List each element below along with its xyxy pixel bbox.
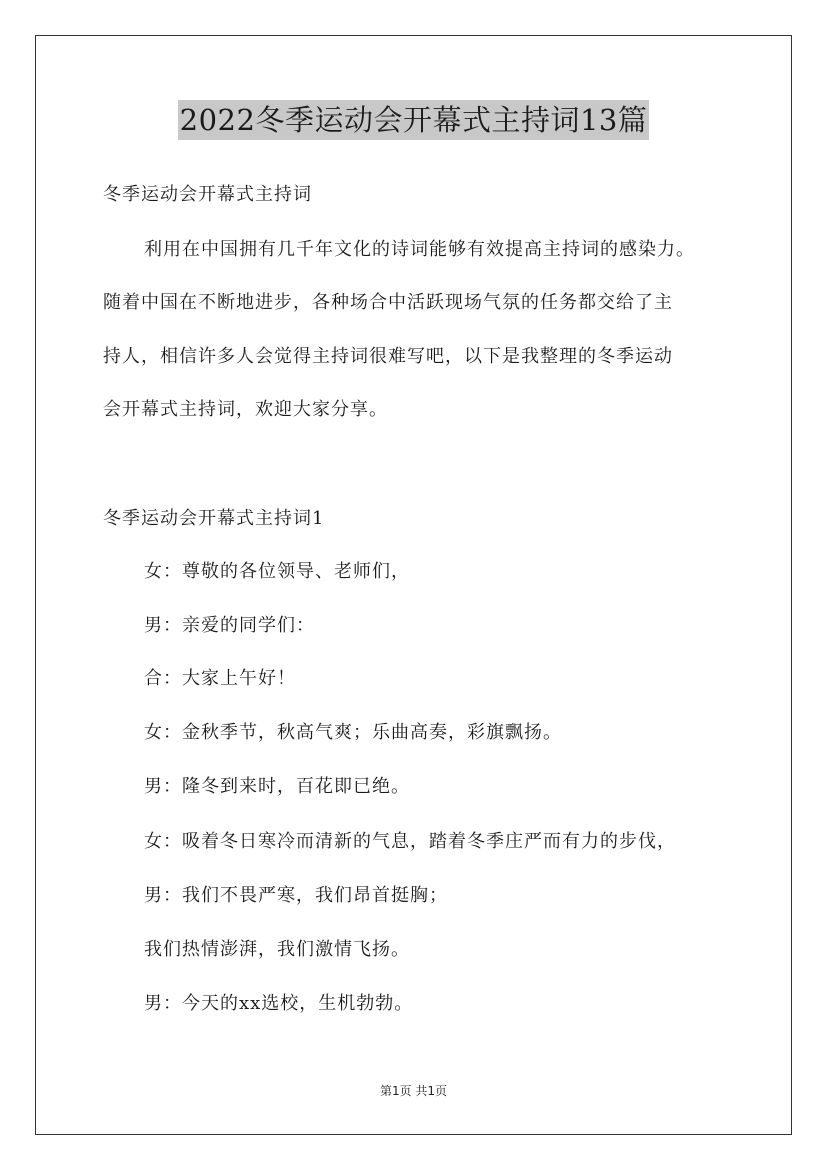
- intro-line: 会开幕式主持词，欢迎大家分享。: [103, 399, 388, 420]
- script-line: 男：隆冬到来时，百花即已绝。: [144, 776, 410, 797]
- script-line: 女：尊敬的各位领导、老师们，: [144, 561, 410, 582]
- title-container: [0, 100, 827, 140]
- script-line: 合：大家上午好！: [144, 668, 296, 689]
- section-heading: 冬季运动会开幕式主持词: [103, 184, 312, 205]
- script-line: 女：金秋季节，秋高气爽；乐曲高奏，彩旗飘扬。: [144, 722, 562, 743]
- page-footer: 第1页 共1页: [379, 1084, 448, 1098]
- intro-line: 持人，相信许多人会觉得主持词很难写吧，以下是我整理的冬季运动: [103, 346, 673, 367]
- script-line: 男：我们不畏严寒，我们昂首挺胸；: [144, 885, 448, 906]
- script-line: 女：吸着冬日寒冷而清新的气息，踏着冬季庄严而有力的步伐，: [144, 831, 676, 852]
- script-line: 男：亲爱的同学们：: [144, 615, 315, 636]
- intro-line: 利用在中国拥有几千年文化的诗词能够有效提高主持词的感染力。: [144, 239, 695, 260]
- script-line: 男：今天的xx选校，生机勃勃。: [144, 993, 414, 1014]
- intro-line: 随着中国在不断地进步，各种场合中活跃现场气氛的任务都交给了主: [103, 292, 673, 313]
- script-line: 我们热情澎湃，我们激情飞扬。: [144, 939, 410, 960]
- subheading: 冬季运动会开幕式主持词1: [103, 508, 325, 529]
- document-title: 2022冬季运动会开幕式主持词13篇: [178, 100, 650, 140]
